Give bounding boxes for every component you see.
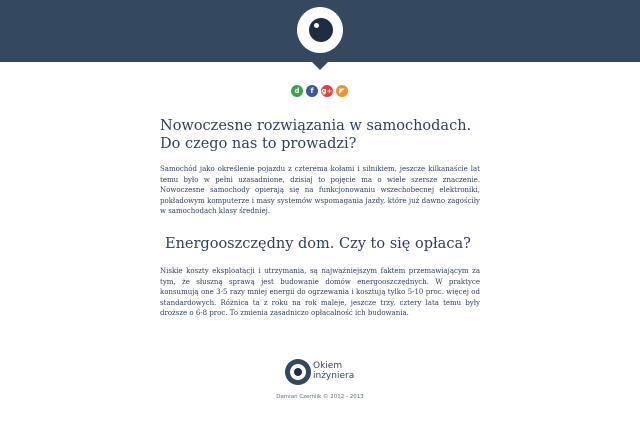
article-body: Niskie koszty eksploatacji i utrzymania, są najważniejszym faktem przemawiającym za tym, że słuszną sprawą jest budowanie domów energooszczędnych. W praktyce konsumują one 3-5 razy mniej energii do ogrzewania i kosztują tylko 5-10 proc. więcej od standardowych. Różnica ta z roku na rok maleje, jeszcze trzy, cztery lata temu były droższe o 6-8 proc. To zmienia zasadniczo opłacalność ich budowania. xyxy=(160,267,480,318)
google-plus-icon[interactable]: g+ xyxy=(321,85,333,97)
article-title-line2[interactable]: Do czego nas to prowadzi? xyxy=(160,136,357,152)
article-body: Samochód jako określenie pojazdu z czterema kołami i silnikiem, jeszcze kilkanaście lat temu było w pełni uzasadnione, dzisiaj to pojęcie ma o wiele szersze znaczenie. Nowoczesne samochody opierają się na funkcjonowaniu wszechobecnej elektroniki, pokładowym komputerze i masy systemów wspomagania jazdy, które już dawno zagościły w samochodach klasy średniej. xyxy=(160,165,480,216)
footer-eye-pupil xyxy=(294,368,302,376)
footer-logo-line2: inżyniera xyxy=(313,371,355,381)
footer-logo-text xyxy=(313,361,354,381)
footer-eye-white xyxy=(290,364,306,380)
article-energy-house xyxy=(160,235,480,319)
article-title[interactable] xyxy=(160,235,480,253)
copyright-text: Damian Czerniik © 2012 - 2013 xyxy=(276,394,364,400)
eye-pupil xyxy=(309,18,333,42)
article-title-line1[interactable]: Nowoczesne rozwiązania w samochodach. xyxy=(160,118,472,134)
social-links xyxy=(291,85,348,97)
article-title[interactable] xyxy=(160,117,480,153)
logo-pointer xyxy=(311,61,329,70)
footer-logo[interactable] xyxy=(285,358,365,388)
footer-logo-line1: Okiem xyxy=(313,361,343,371)
article-title-line1[interactable]: Energooszczędny dom. Czy to się opłaca? xyxy=(165,236,471,252)
footer-eye-icon xyxy=(285,359,311,385)
rss-icon[interactable]: ◤ xyxy=(336,85,348,97)
delicious-icon[interactable]: d xyxy=(291,85,303,97)
article-cars xyxy=(160,117,480,217)
eye-logo-icon[interactable] xyxy=(297,7,343,53)
eye-highlight xyxy=(314,23,319,28)
facebook-icon[interactable]: f xyxy=(306,85,318,97)
